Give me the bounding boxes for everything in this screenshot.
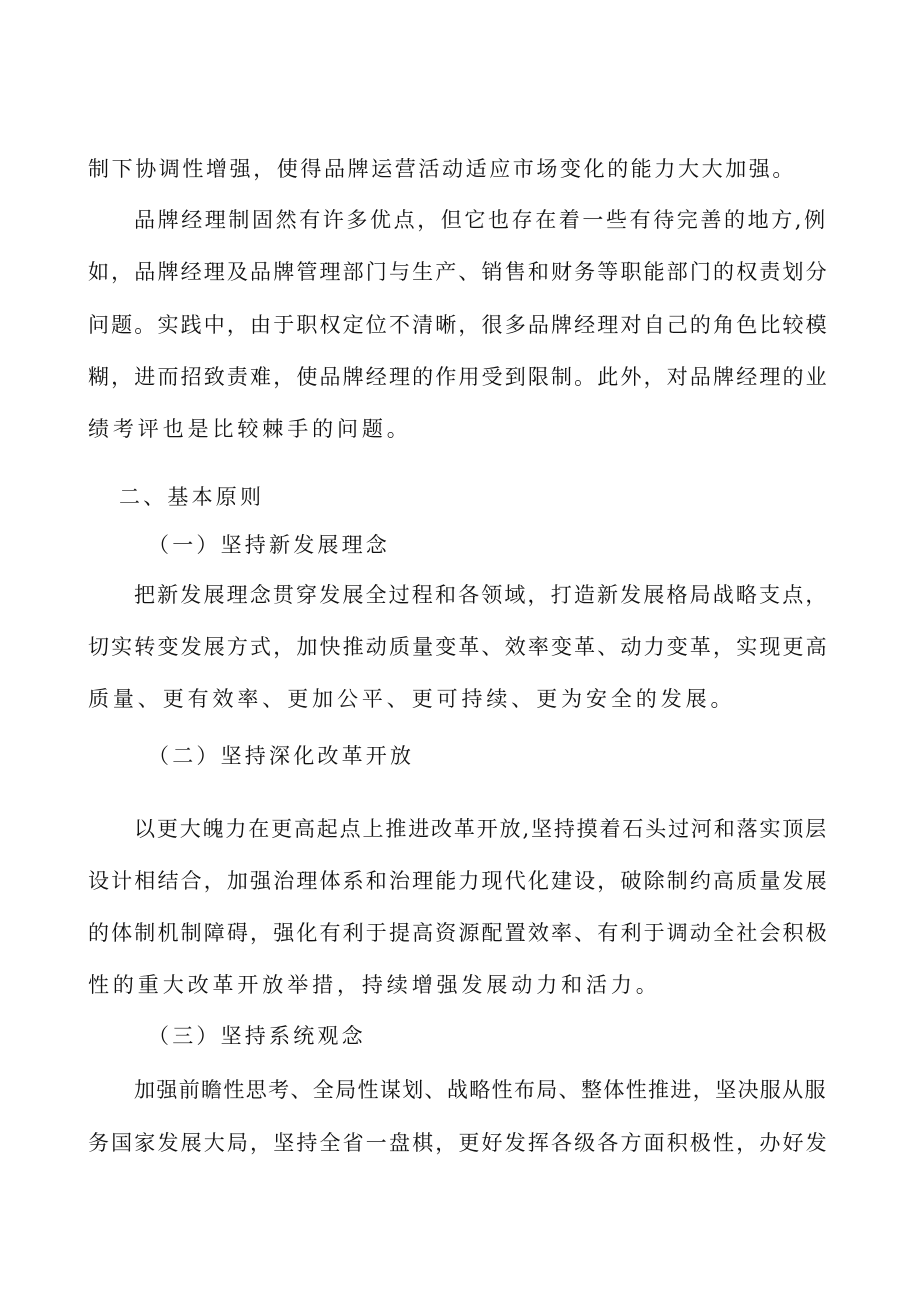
paragraph-line: 把新发展理念贯穿发展全过程和各领域，打造新发展格局战略支点，: [134, 583, 829, 607]
paragraph-line: 问题。实践中，由于职权定位不清晰，很多品牌经理对自己的角色比较模: [88, 313, 829, 337]
paragraph-line: 质量、更有效率、更加公平、更可持续、更为安全的发展。: [88, 687, 736, 711]
section-heading: 二、基本原则: [119, 485, 265, 509]
subsection-heading: （三）坚持系统观念: [148, 1024, 366, 1048]
paragraph-line: 加强前瞻性思考、全局性谋划、战略性布局、整体性推进，坚决服从服: [134, 1078, 827, 1102]
paragraph-line: 性的重大改革开放举措，持续增强发展动力和活力。: [88, 973, 661, 997]
paragraph-line: 的体制机制障碍，强化有利于提高资源配置效率、有利于调动全社会积极: [88, 921, 829, 945]
paragraph-line: 糊，进而招致责难，使品牌经理的作用受到限制。此外，对品牌经理的业: [88, 365, 829, 389]
subsection-heading: （二）坚持深化改革开放: [148, 744, 415, 768]
paragraph-line: 以更大魄力在更高起点上推进改革开放,坚持摸着石头过河和落实顶层: [134, 817, 829, 841]
paragraph-line: 绩考评也是比较棘手的问题。: [88, 417, 412, 441]
paragraph-line: 切实转变发展方式，加快推动质量变革、效率变革、动力变革，实现更高: [88, 635, 829, 659]
paragraph-line: 设计相结合，加强治理体系和治理能力现代化建设，破除制约高质量发展: [88, 869, 829, 893]
paragraph-line: 务国家发展大局，坚持全省一盘棋，更好发挥各级各方面积极性，办好发: [88, 1131, 829, 1155]
subsection-heading: （一）坚持新发展理念: [148, 533, 390, 557]
paragraph-line: 品牌经理制固然有许多优点，但它也存在着一些有待完善的地方,例: [134, 208, 828, 232]
paragraph-line: 如，品牌经理及品牌管理部门与生产、销售和财务等职能部门的权责划分: [88, 260, 829, 284]
paragraph-line: 制下协调性增强，使得品牌运营活动适应市场变化的能力大大加强。: [88, 157, 796, 181]
